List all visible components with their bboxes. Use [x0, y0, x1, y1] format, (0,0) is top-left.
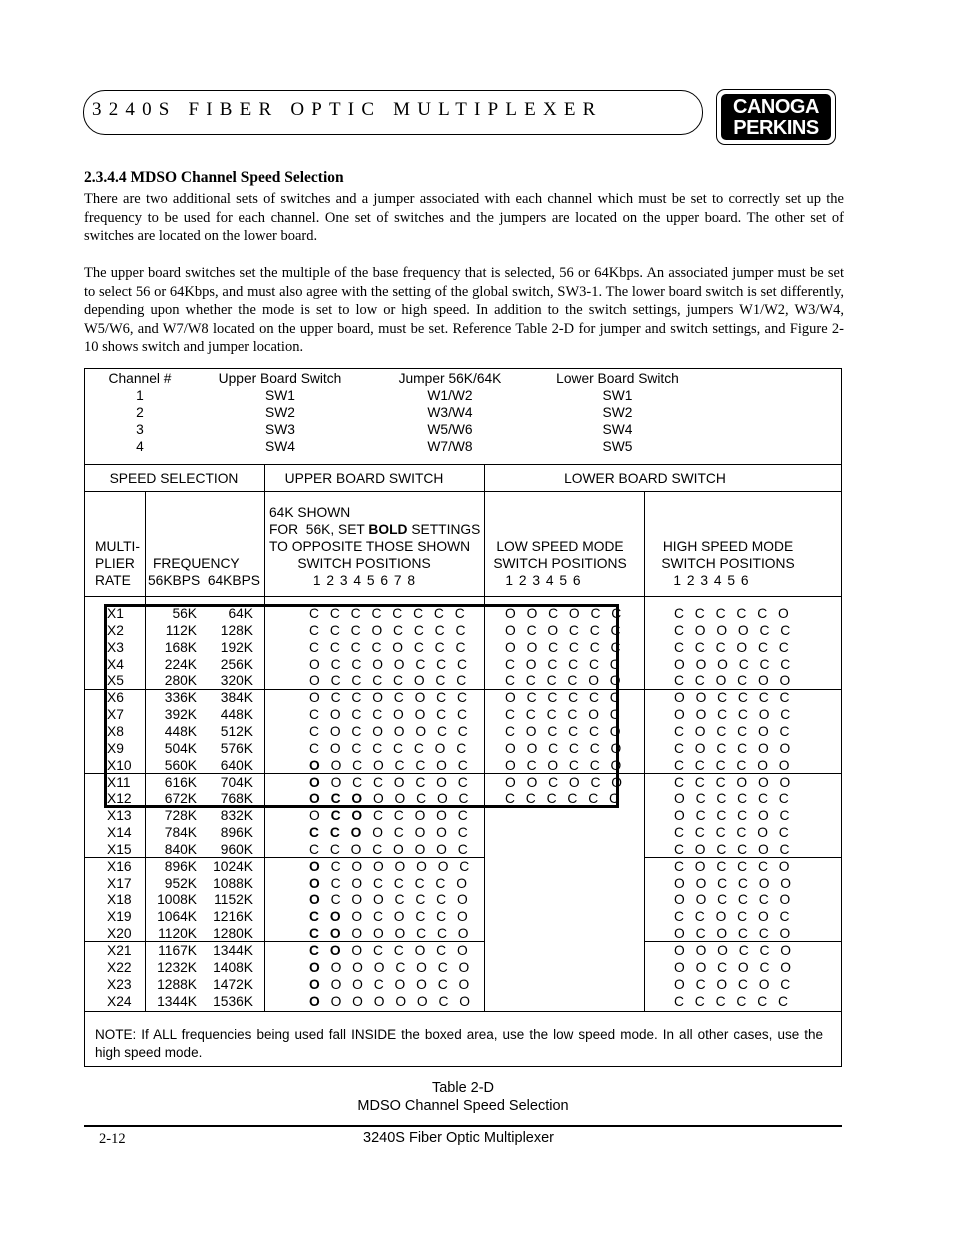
- paragraph-2: The upper board switches set the multiple of the base frequency that is selected, 56 or 64Kbps. An associated jumper must be set to select 56 or 64Kbps, and must also agree with the setting of the global switch, SW3-1. The lower board switch is set differently, depending upon whether the mode is set to low or high speed. In addition to the switch settings, jumpers W1/W2, W3/W4, W5/W6, and W7/W8 located on the upper board, must be set. Reference Table 2-D for jumper and switch settings, and Figure 2-10 shows switch and jumper location.: [84, 265, 844, 356]
- freq-64k-cell: 1536K: [213, 994, 253, 1009]
- high-speed-switch-cell: O O C O C O: [674, 960, 795, 975]
- rate-cell: X19: [107, 909, 132, 924]
- high-speed-switch-cell: C O C C O C: [674, 842, 793, 857]
- freq-64k-cell: 64K: [228, 606, 253, 621]
- freq-56k-cell: 784K: [164, 825, 197, 840]
- rate-cell: X5: [107, 673, 124, 688]
- rate-cell: X3: [107, 640, 124, 655]
- col-low-1: LOW SPEED MODE: [496, 539, 624, 554]
- channel-table-cell: SW5: [602, 439, 633, 454]
- document-title: 3240S FIBER OPTIC MULTIPLEXER: [92, 99, 603, 120]
- upper-switch-cell: C O O C C O C O: [309, 943, 472, 958]
- high-speed-switch-cell: O O C C C O: [674, 892, 794, 907]
- low-speed-switch-cell: O O C O C C: [505, 606, 625, 621]
- freq-64k-cell: 1216K: [213, 909, 253, 924]
- freq-56k-cell: 672K: [164, 791, 197, 806]
- rate-cell: X6: [107, 690, 124, 705]
- rate-cell: X10: [107, 758, 132, 773]
- upper-switch-cell: C C C C O C C C: [309, 640, 469, 655]
- freq-56k-cell: 280K: [164, 673, 197, 688]
- rate-cell: X23: [107, 977, 132, 992]
- channel-table-cell: SW4: [602, 422, 633, 437]
- rate-cell: X7: [107, 707, 124, 722]
- group-upper-board-switch: UPPER BOARD SWITCH: [284, 471, 444, 486]
- low-speed-switch-cell: O C O C C C: [505, 623, 624, 638]
- col-high-2: SWITCH POSITIONS: [661, 556, 795, 571]
- high-speed-switch-cell: O C O C O C: [674, 977, 794, 992]
- freq-56k-cell: 224K: [164, 657, 197, 672]
- table-caption-title: MDSO Channel Speed Selection: [357, 1098, 569, 1114]
- high-speed-switch-cell: O O O C C C: [674, 657, 794, 672]
- freq-56k-cell: 952K: [164, 876, 197, 891]
- upper-switch-cell: O O O O C O C O: [309, 960, 473, 975]
- table-note: NOTE: If ALL frequencies being used fall INSIDE the boxed area, use the low speed mode. In all other cases, use the high speed mode.: [95, 1027, 823, 1060]
- rate-cell: X2: [107, 623, 124, 638]
- header-upper-board-switch: Upper Board Switch: [218, 371, 342, 386]
- col-frequency-1: FREQUENCY: [153, 556, 240, 571]
- upper-switch-cell: C O O O O C C O: [309, 926, 472, 941]
- col-upper-3: TO OPPOSITE THOSE SHOWN: [269, 539, 471, 554]
- col-low-2: SWITCH POSITIONS: [493, 556, 627, 571]
- high-speed-switch-cell: C C O C O C: [674, 909, 793, 924]
- low-speed-switch-cell: O C O C C O: [505, 758, 625, 773]
- upper-switch-cell: C O C C C C O C: [309, 741, 470, 756]
- high-speed-switch-cell: C O C C O C: [674, 724, 793, 739]
- upper-switch-cell: C C O O C O O C: [309, 825, 472, 840]
- freq-64k-cell: 576K: [220, 741, 253, 756]
- freq-56k-cell: 1344K: [157, 994, 197, 1009]
- upper-switch-cell: C O C C O O C C: [309, 707, 471, 722]
- freq-64k-cell: 1344K: [213, 943, 253, 958]
- high-speed-switch-cell: O O C C O C: [674, 707, 794, 722]
- freq-56k-cell: 56K: [172, 606, 197, 621]
- freq-56k-cell: 392K: [164, 707, 197, 722]
- rate-cell: X12: [107, 791, 132, 806]
- channel-table-cell: SW2: [602, 405, 633, 420]
- high-speed-switch-cell: O O O C C O: [674, 943, 795, 958]
- freq-64k-cell: 1024K: [213, 859, 253, 874]
- table-caption-number: Table 2-D: [431, 1080, 495, 1096]
- rate-cell: X22: [107, 960, 132, 975]
- col-upper-4: SWITCH POSITIONS: [297, 556, 431, 571]
- freq-56k-cell: 448K: [164, 724, 197, 739]
- freq-64k-cell: 1088K: [213, 876, 253, 891]
- rate-cell: X8: [107, 724, 124, 739]
- footer-rule: [84, 1125, 842, 1127]
- col-upper-1: 64K SHOWN: [269, 505, 351, 520]
- col-high-1: HIGH SPEED MODE: [662, 539, 794, 554]
- rate-cell: X4: [107, 657, 124, 672]
- high-speed-switch-cell: C O O O C C: [674, 623, 794, 638]
- rate-cell: X14: [107, 825, 132, 840]
- high-speed-switch-cell: C C C C O O: [674, 758, 793, 773]
- channel-table-cell: W3/W4: [427, 405, 473, 420]
- col-high-3: 1 2 3 4 5 6: [673, 573, 749, 588]
- col-multiplier-3: RATE: [95, 573, 131, 588]
- low-speed-switch-cell: O O C O C O: [505, 775, 626, 790]
- freq-64k-cell: 896K: [220, 825, 253, 840]
- channel-table-cell: W5/W6: [427, 422, 473, 437]
- col-multiplier-1: MULTI-: [95, 539, 140, 554]
- low-speed-switch-cell: C C C C C C: [505, 791, 623, 806]
- freq-56k-cell: 1120K: [158, 926, 197, 941]
- freq-64k-cell: 704K: [220, 775, 253, 790]
- freq-56k-cell: 616K: [164, 775, 197, 790]
- channel-table-cell: W7/W8: [427, 439, 473, 454]
- upper-switch-cell: O C O O C C C O: [309, 892, 472, 907]
- upper-switch-cell: C C O C O O O C: [309, 842, 472, 857]
- high-speed-switch-cell: O O C C C C: [674, 690, 793, 705]
- canoga-perkins-logo: [716, 89, 836, 145]
- freq-56k-cell: 112K: [165, 623, 197, 638]
- upper-switch-cell: O O O C O O C O: [309, 977, 473, 992]
- freq-64k-cell: 640K: [220, 758, 253, 773]
- low-speed-switch-cell: C O C C C C: [505, 657, 624, 672]
- high-speed-switch-cell: O C O C C O: [674, 926, 794, 941]
- upper-switch-cell: C C C O C C C C: [309, 623, 469, 638]
- freq-64k-cell: 1408K: [213, 960, 253, 975]
- col-multiplier-2: PLIER: [95, 556, 135, 571]
- freq-64k-cell: 384K: [220, 690, 253, 705]
- header-channel: Channel #: [108, 371, 172, 386]
- col-low-3: 1 2 3 4 5 6: [505, 573, 581, 588]
- channel-table-cell: 4: [136, 439, 144, 454]
- group-speed-selection: SPEED SELECTION: [109, 471, 239, 486]
- rate-cell: X13: [107, 808, 132, 823]
- freq-64k-cell: 192K: [220, 640, 253, 655]
- high-speed-switch-cell: C C C O C C: [674, 640, 793, 655]
- freq-56k-cell: 168K: [164, 640, 197, 655]
- header-lower-board-switch: Lower Board Switch: [556, 371, 679, 386]
- upper-switch-cell: C C C C C C C C: [309, 606, 469, 621]
- rate-cell: X11: [107, 775, 131, 790]
- channel-table-cell: SW2: [265, 405, 295, 420]
- rate-cell: X15: [107, 842, 132, 857]
- channel-table-cell: 1: [136, 388, 144, 403]
- rate-cell: X9: [107, 741, 124, 756]
- freq-64k-cell: 448K: [220, 707, 253, 722]
- rate-cell: X1: [107, 606, 124, 621]
- freq-64k-cell: 960K: [220, 842, 253, 857]
- high-speed-switch-cell: C C O C O O: [674, 673, 794, 688]
- group-lower-board-switch: LOWER BOARD SWITCH: [564, 471, 726, 486]
- freq-64k-cell: 768K: [220, 791, 253, 806]
- rate-cell: X17: [107, 876, 132, 891]
- low-speed-switch-cell: O C C C C C: [505, 690, 624, 705]
- upper-switch-cell: C O O C O C C O: [309, 909, 472, 924]
- high-speed-switch-cell: C O C C C O: [674, 859, 793, 874]
- freq-64k-cell: 320K: [220, 673, 253, 688]
- logo-line-2: PERKINS: [733, 117, 819, 139]
- upper-switch-cell: O C O O O C O C: [309, 791, 472, 806]
- col-frequency-2: 56KBPS 64KBPS: [148, 573, 260, 588]
- upper-switch-cell: O C C O C O C C: [309, 690, 471, 705]
- freq-56k-cell: 1288K: [157, 977, 197, 992]
- paragraph-1: There are two additional sets of switches and a jumper associated with each channel which must be set to correctly set up the frequency to be used for each channel. One set of switches and the jumpers are located on the upper board. The other set of switches are located on the lower board.: [84, 191, 844, 245]
- freq-56k-cell: 728K: [164, 808, 197, 823]
- channel-table-cell: SW1: [265, 388, 295, 403]
- footer-page-number: 2-12: [99, 1131, 126, 1147]
- header-jumper: Jumper 56K/64K: [398, 371, 502, 386]
- channel-table-cell: SW4: [265, 439, 295, 454]
- low-speed-switch-cell: O O C C C O: [505, 741, 625, 756]
- high-speed-switch-cell: C O C C O O: [674, 741, 794, 756]
- upper-switch-cell: O C O O O O O C: [309, 859, 473, 874]
- high-speed-switch-cell: C C C C C C: [674, 994, 792, 1009]
- freq-64k-cell: 832K: [220, 808, 253, 823]
- high-speed-switch-cell: C C C C O C: [674, 825, 793, 840]
- logo-line-1: CANOGA: [733, 96, 819, 118]
- freq-56k-cell: 336K: [164, 690, 197, 705]
- high-speed-switch-cell: C C C C C O: [674, 606, 793, 621]
- high-speed-switch-cell: C C C O O O: [674, 775, 794, 790]
- rate-cell: X24: [107, 994, 132, 1009]
- freq-56k-cell: 1232K: [157, 960, 197, 975]
- rate-cell: X18: [107, 892, 132, 907]
- freq-64k-cell: 1280K: [213, 926, 253, 941]
- upper-switch-cell: O O O O O O C O: [309, 994, 474, 1009]
- channel-table-cell: 3: [136, 422, 144, 437]
- rate-cell: X21: [107, 943, 132, 958]
- freq-56k-cell: 504K: [164, 741, 197, 756]
- channel-table-cell: SW1: [602, 388, 633, 403]
- freq-56k-cell: 896K: [164, 859, 197, 874]
- col-upper-2: FOR 56K, SET BOLD SETTINGS: [269, 522, 481, 537]
- upper-switch-cell: C O C O O O C C: [309, 724, 472, 739]
- channel-table-cell: SW3: [265, 422, 295, 437]
- section-title: 2.3.4.4 MDSO Channel Speed Selection: [84, 169, 344, 186]
- upper-switch-cell: O O C O C C O C: [309, 758, 472, 773]
- channel-table-cell: 2: [136, 405, 144, 420]
- freq-56k-cell: 1064K: [157, 909, 197, 924]
- footer-title: 3240S Fiber Optic Multiplexer: [363, 1130, 554, 1146]
- upper-switch-cell: O C O C C O O C: [309, 808, 472, 823]
- low-speed-switch-cell: C C C C O C: [505, 707, 624, 722]
- low-speed-switch-cell: O O C C C C: [505, 640, 624, 655]
- rate-cell: X16: [107, 859, 132, 874]
- freq-64k-cell: 128K: [220, 623, 253, 638]
- upper-switch-cell: O C C C C O C C: [309, 673, 470, 688]
- freq-56k-cell: 560K: [164, 758, 197, 773]
- low-speed-switch-cell: C O C C C O: [505, 724, 624, 739]
- high-speed-switch-cell: O C C C C C: [674, 791, 793, 806]
- freq-56k-cell: 840K: [164, 842, 197, 857]
- high-speed-switch-cell: O O C C O O: [674, 876, 795, 891]
- freq-64k-cell: 1152K: [214, 892, 253, 907]
- freq-56k-cell: 1167K: [158, 943, 197, 958]
- freq-56k-cell: 1008K: [157, 892, 197, 907]
- upper-switch-cell: O O C C O C O C: [309, 775, 472, 790]
- col-upper-5: 1 2 3 4 5 6 7 8: [312, 573, 416, 588]
- high-speed-switch-cell: O C C C O C: [674, 808, 793, 823]
- channel-table-cell: W1/W2: [427, 388, 473, 403]
- low-speed-switch-cell: C C C C O O: [505, 673, 624, 688]
- upper-switch-cell: O C O C C C C O: [309, 876, 471, 891]
- freq-64k-cell: 256K: [220, 657, 253, 672]
- upper-switch-cell: O C C O O C C C: [309, 657, 471, 672]
- freq-64k-cell: 1472K: [213, 977, 253, 992]
- freq-64k-cell: 512K: [220, 724, 253, 739]
- rate-cell: X20: [107, 926, 132, 941]
